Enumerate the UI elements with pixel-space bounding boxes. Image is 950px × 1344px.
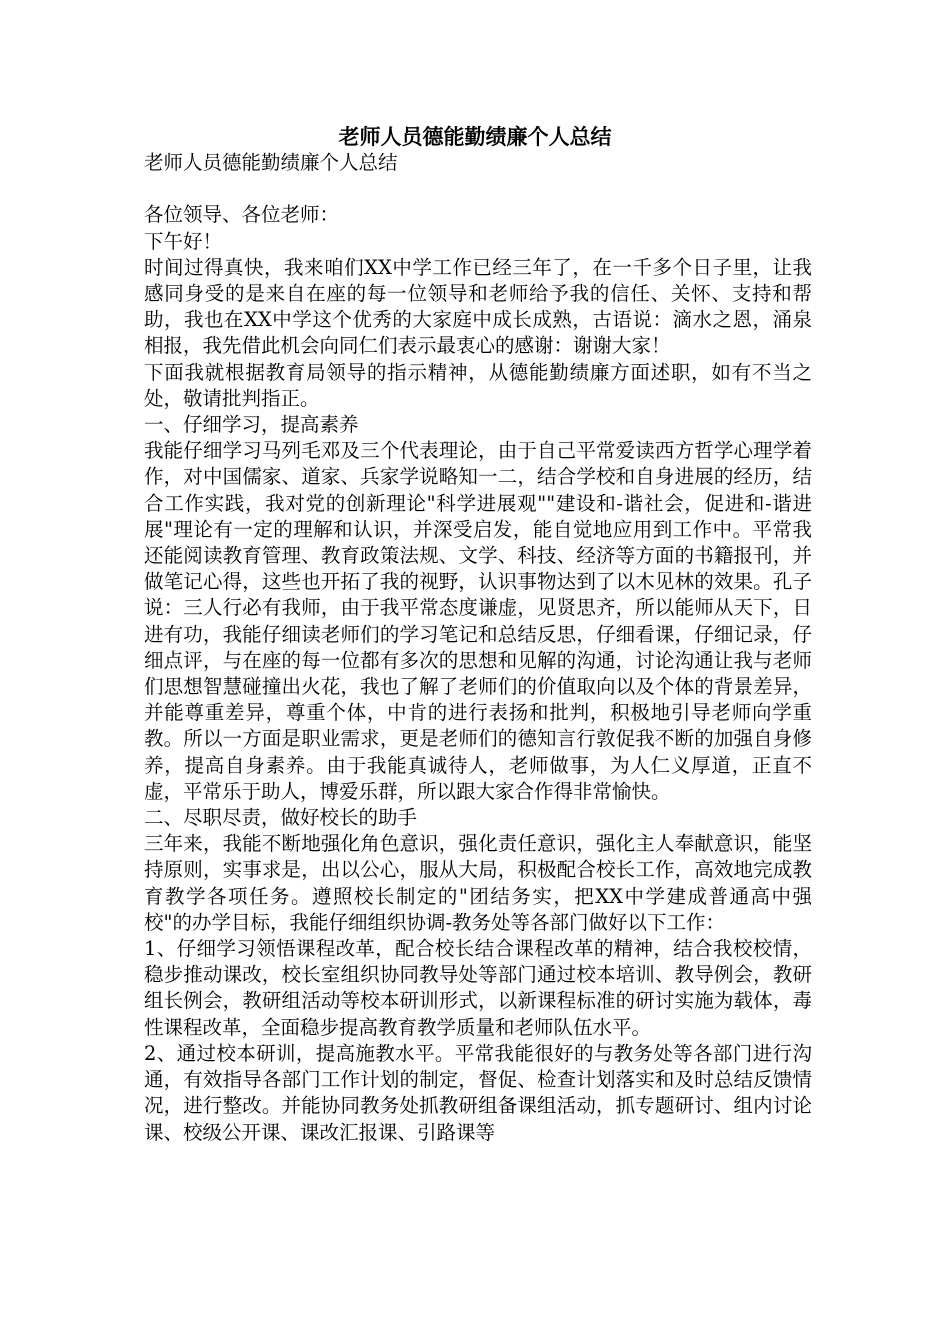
blank-line: [144, 176, 812, 202]
document-title: 老师人员德能勤绩廉个人总结: [338, 125, 612, 149]
body-paragraph: 三年来，我能不断地强化角色意识，强化责任意识，强化主人奉献意识，能坚持原则，实事求是，出以公心，服从大局，积极配合校长工作，高效地完成教育教学各项任务。遵照校长制定的"团结务实，把XX中学建成普通高中强校"的办学目标，我能仔细组织协调-教务处等各部门做好以下工作：: [144, 832, 812, 934]
body-paragraph: 下面我就根据教育局领导的指示精神，从德能勤绩廉方面述职，如有不当之处，敬请批判指正。: [144, 360, 812, 410]
section-heading: 二、尽职尽责，做好校长的助手: [144, 806, 418, 830]
section-heading: 一、仔细学习，提高素养: [144, 413, 359, 437]
list-item-paragraph: 1、仔细学习领悟课程改革，配合校长结合课程改革的精神，结合我校校情，稳步推动课改，校长室组织协同教导处等部门通过校本培训、教导例会，教研组长例会，教研组活动等校本研训形式，以新课程标准的研讨实施为载体，毒性课程改革，全面稳步提高教育教学质量和老师队伍水平。: [144, 937, 812, 1039]
document-body: [144, 150, 812, 1146]
salutation-paragraph: 各位领导、各位老师：: [144, 203, 340, 227]
body-paragraph: 时间过得真快，我来咱们XX中学工作已经三年了，在一千多个日子里，让我感同身受的是来自在座的每一位领导和老师给予我的信任、关怀、支持和帮助，我也在XX中学这个优秀的大家庭中成长成熟，古语说：滴水之恩，涌泉相报，我先借此机会向同仁们表示最衷心的感谢：谢谢大家！: [144, 255, 812, 358]
greeting-paragraph: 下午好！: [144, 229, 223, 253]
body-paragraph: 我能仔细学习马列毛邓及三个代表理论，由于自己平常爱读西方哲学心理学着作，对中国儒家、道家、兵家学说略知一二，结合学校和自身进展的经历，结合工作实践，我对党的创新理论"科学进展观""建设和-谐社会，促进和-谐进展"理论有一定的理解和认识，并深受启发，能自觉地应用到工作中。平常我还能阅读教育管理、教育政策法规、文学、科技、经济等方面的书籍报刊，并做笔记心得，这些也开拓了我的视野，认识事物达到了以木见林的效果。孔子说：三人行必有我师，由于我平常态度谦虚，见贤思齐，所以能师从天下，日进有功，我能仔细读老师们的学习笔记和总结反思，仔细看课，仔细记录，仔细点评，与在座的每一位都有多次的思想和见解的沟通，讨论沟通让我与老师们思想智慧碰撞出火花，我也了解了老师们的价值取向以及个体的背景差异，并能尊重差异，尊重个体，中肯的进行表扬和批判，积极地引导老师向学重教。所以一方面是职业需求，更是老师们的德知言行敦促我不断的加强自身修养，提高自身素养。由于我能真诚待人，老师做事，为人仁义厚道，正直不虚，平常乐于助人，博爱乐群，所以跟大家合作得非常愉快。: [144, 439, 812, 803]
subtitle-paragraph: 老师人员德能勤绩廉个人总结: [144, 151, 398, 174]
list-item-paragraph: 2、通过校本研训，提高施教水平。平常我能很好的与教务处等各部门进行沟通，有效指导各部门工作计划的制定，督促、检查计划落实和及时总结反馈情况，进行整改。并能协同教务处抓教研组备课组活动，抓专题研讨、组内讨论课、校级公开课、课改汇报课、引路课等: [144, 1041, 812, 1144]
